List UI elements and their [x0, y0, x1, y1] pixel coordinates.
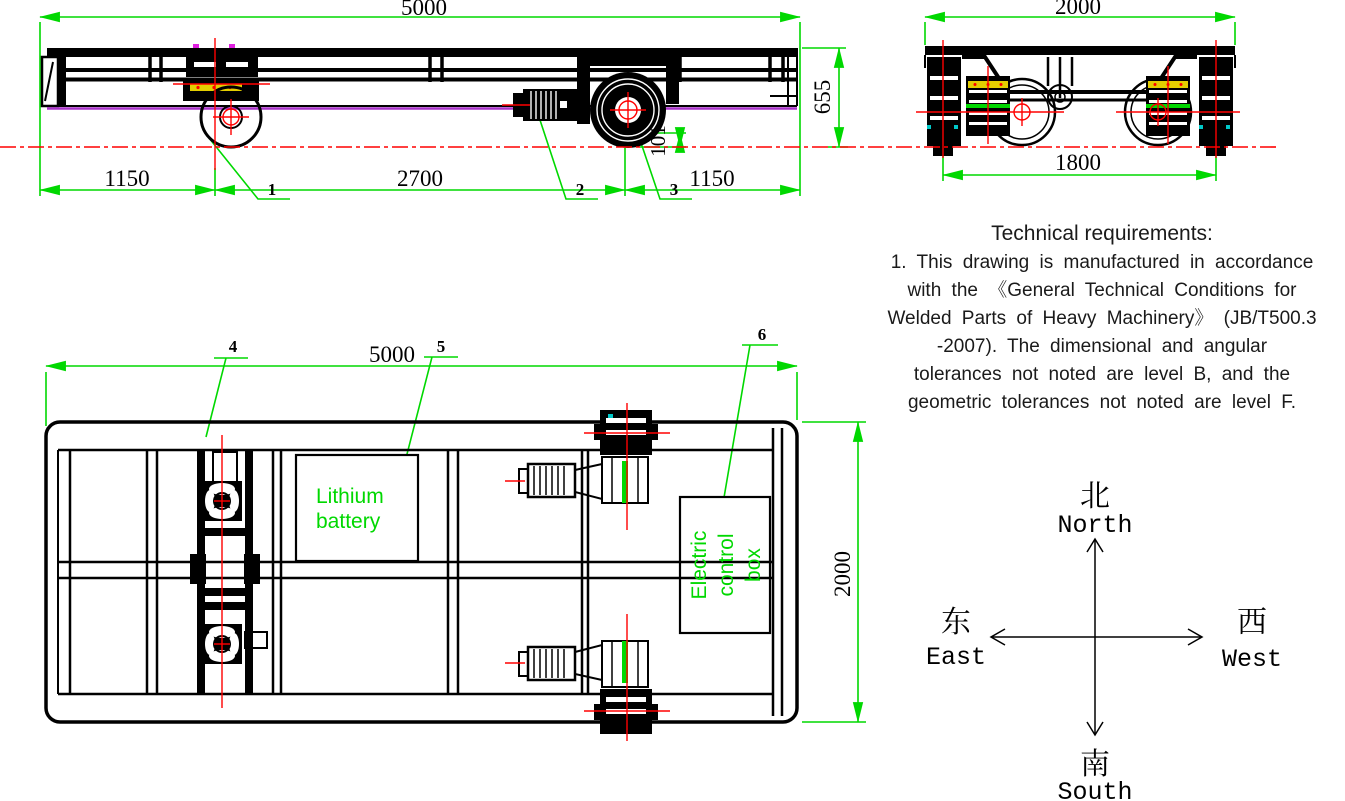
dim-end-overall-width: 2000	[1055, 0, 1101, 19]
rail-wheel-left	[927, 57, 961, 156]
compass-south-cn: 南	[1080, 747, 1110, 782]
dim-end-track-gauge: 1800	[1055, 150, 1101, 175]
dim-side-overall-length: 5000	[401, 0, 447, 20]
dim-top-overall-length: 5000	[369, 342, 415, 367]
callout-1: 1	[267, 180, 277, 199]
tech-requirements-line6: geometric tolerances not noted are level F.	[907, 392, 1297, 413]
compass-west-cn: 西	[1237, 605, 1267, 640]
compass-east-cn: 东	[941, 605, 971, 640]
tech-requirements-line3: Welded Parts of Heavy Machinery》 (JB/T500.3	[887, 308, 1317, 329]
callout-4: 4	[228, 337, 238, 356]
dim-side-rear-overhang: 1150	[689, 166, 735, 191]
compass-north-en: North	[1057, 511, 1133, 540]
side-deck-plate	[47, 48, 797, 57]
tech-requirements-line4: -2007). The dimensional and angular	[936, 336, 1268, 357]
tech-requirements-line1: 1. This drawing is manufactured in accordance	[890, 252, 1314, 273]
dim-side-wheelbase: 2700	[397, 166, 443, 191]
control-box-label-line3: box	[742, 548, 765, 582]
control-box-label-line1: Electric	[688, 530, 711, 600]
compass-south-en: South	[1057, 778, 1133, 801]
magenta-tick	[229, 44, 235, 48]
battery-label-line1: Lithium	[316, 485, 384, 508]
dim-top-overall-width: 2000	[830, 551, 855, 597]
lithium-battery-box	[296, 455, 418, 561]
compass-north-cn: 北	[1080, 479, 1110, 514]
magenta-tick	[193, 44, 199, 48]
end-deck-plate	[925, 46, 1235, 55]
battery-label-line2: battery	[316, 510, 381, 533]
callout-3: 3	[669, 180, 679, 199]
dim-side-height: 655	[810, 79, 835, 115]
tech-requirements-line5: tolerances not noted are level B, and the	[913, 364, 1291, 385]
callout-2: 2	[575, 180, 585, 199]
callout-6: 6	[757, 325, 767, 344]
dim-side-front-overhang: 1150	[104, 166, 150, 191]
control-box-label-line2: control	[715, 533, 738, 597]
compass-east-en: East	[925, 643, 987, 672]
tech-requirements-title: Technical requirements:	[991, 222, 1213, 245]
tech-requirements-line2: with the 《General Technical Conditions for	[907, 280, 1297, 301]
dim-wheel-rail-offset: 101	[646, 125, 670, 157]
callout-5: 5	[436, 337, 446, 356]
compass-west-en: West	[1221, 645, 1283, 674]
